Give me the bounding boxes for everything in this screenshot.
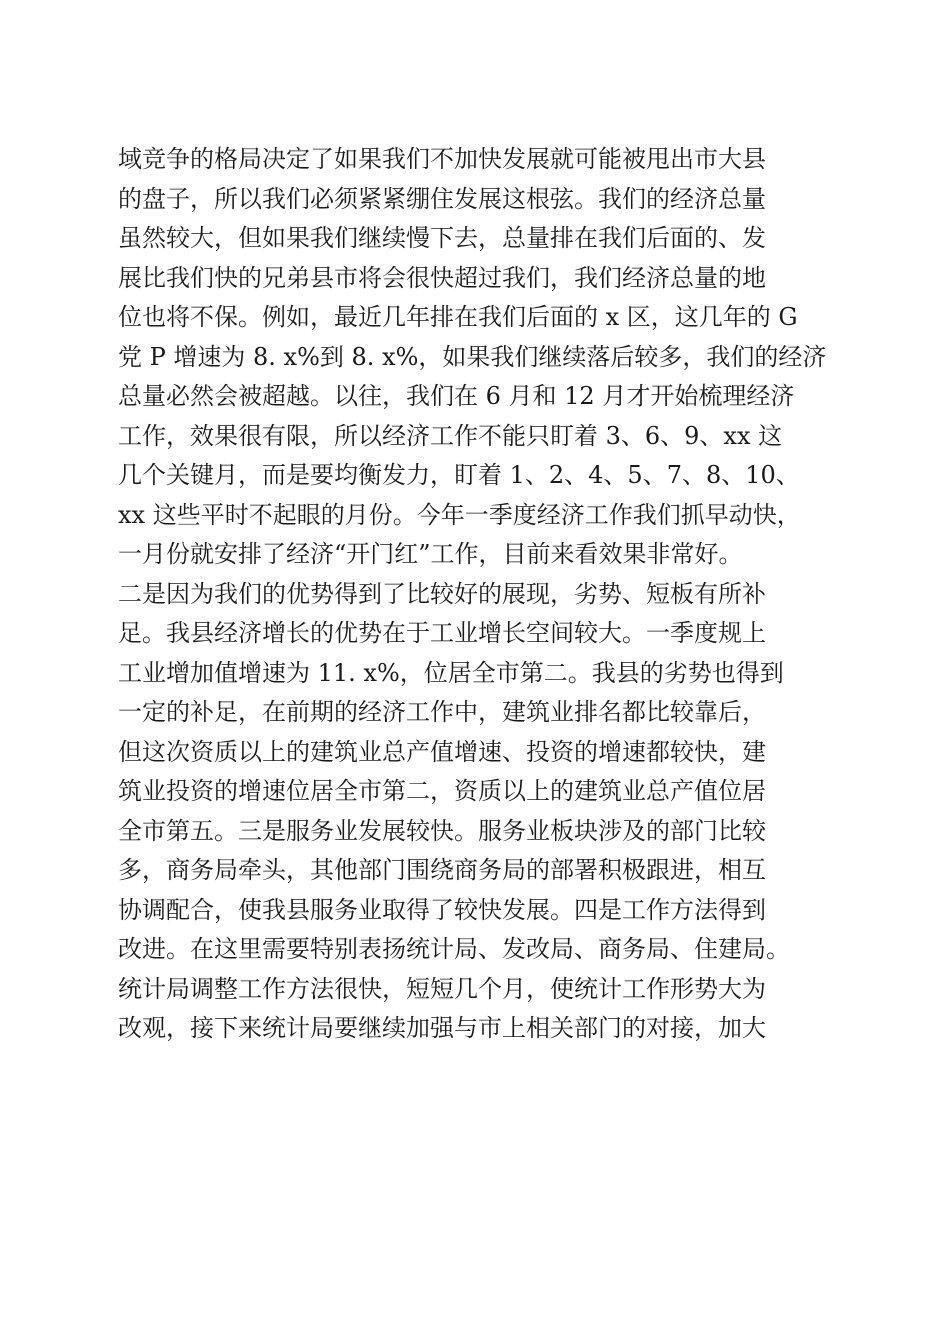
text-line-22: 统计局调整工作方法很快，短短几个月，使统计工作形势大为 [118,974,766,1003]
text-line-16: 但这次资质以上的建筑业总产值增速、投资的增速都较快，建 [118,737,766,766]
text-line-17: 筑业投资的增速位居全市第二，资质以上的建筑业总产值位居 [118,777,766,805]
text-line-23: 改观，接下来统计局要继续加强与市上相关部门的对接，加大 [118,1014,766,1042]
text-line-7: 总量必然会被超越。以往，我们在 6 月和 12 月才开始梳理经济 [118,382,795,410]
text-line-12: 二是因为我们的优势得到了比较好的展现，劣势、短板有所补 [118,579,766,608]
body-text [118,140,838,1049]
text-line-18: 全市第五。三是服务业发展较快。服务业板块涉及的部门比较 [118,816,766,845]
text-line-3: 虽然较大，但如果我们继续慢下去，总量排在我们后面的、发 [118,224,766,252]
text-line-14: 工业增加值增速为 11. x%，位居全市第二。我县的劣势也得到 [118,658,784,687]
text-line-20: 协调配合，使我县服务业取得了较快发展。四是工作方法得到 [118,895,766,924]
text-line-2: 的盘子，所以我们必须紧紧绷住发展这根弦。我们的经济总量 [118,184,766,213]
text-line-11: 一月份就安排了经济“开门红”工作，目前来看效果非常好。 [118,540,743,568]
text-line-15: 一定的补足，在前期的经济工作中，建筑业排名都比较靠后， [118,698,766,726]
text-line-9: 几个关键月，而是要均衡发力，盯着 1、2、4、5、7、8、10、 [118,461,800,489]
text-line-21: 改进。在这里需要特别表扬统计局、发改局、商务局、住建局。 [118,935,790,963]
text-line-1: 域竞争的格局决定了如果我们不加快发展就可能被甩出市大县 [118,145,766,173]
text-line-5: 位也将不保。例如，最近几年排在我们后面的 x 区，这几年的 G [118,303,798,331]
text-line-6: 党 P 增速为 8. x%到 8. x%，如果我们继续落后较多，我们的经济 [118,342,827,371]
text-line-4: 展比我们快的兄弟县市将会很快超过我们，我们经济总量的地 [118,263,766,292]
text-line-10: xx 这些平时不起眼的月份。今年一季度经济工作我们抓早动快， [118,500,801,529]
text-line-8: 工作，效果很有限，所以经济工作不能只盯着 3、6、9、xx 这 [118,421,783,450]
text-line-19: 多，商务局牵头，其他部门围绕商务局的部署积极跟进，相互 [118,856,766,884]
text-line-13: 足。我县经济增长的优势在于工业增长空间较大。一季度规上 [118,619,766,647]
